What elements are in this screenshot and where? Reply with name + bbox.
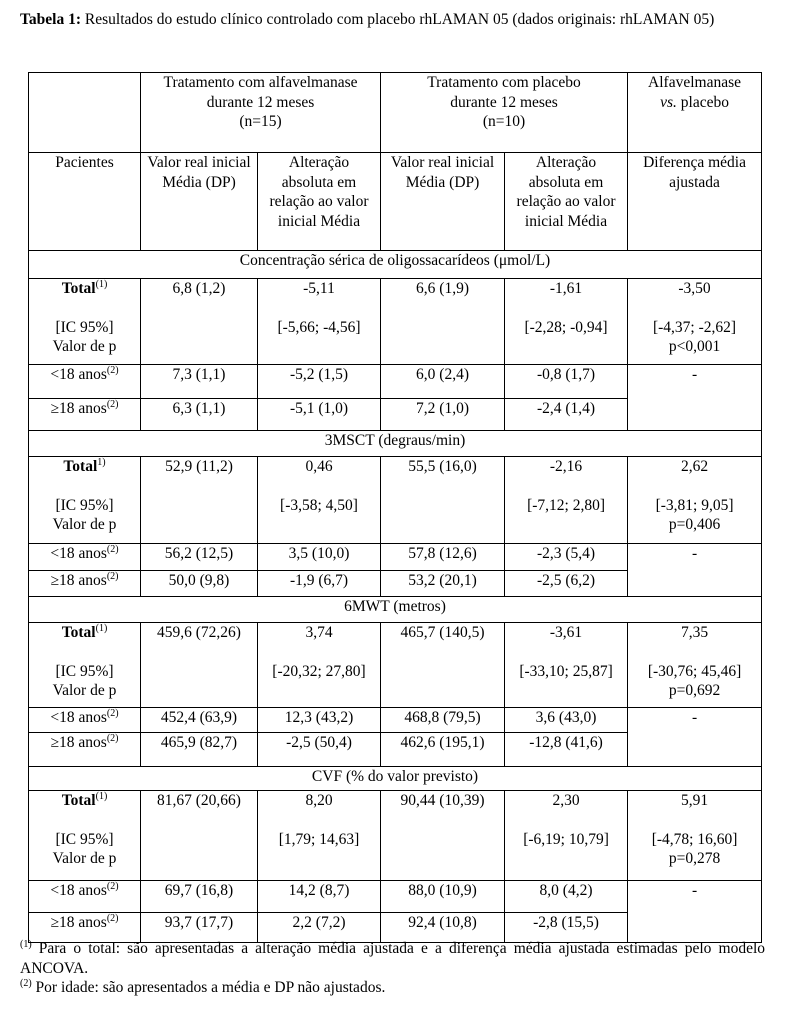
footnote-ref: (2) — [106, 570, 119, 582]
diff-value: -3,50 — [678, 280, 711, 297]
header-placebo-change: Alteração absoluta em relação ao valor inicial Média — [505, 153, 628, 251]
ci-label: [IC 95%] — [55, 318, 114, 336]
alfa-ci: [1,79; 14,63] — [278, 830, 360, 848]
under18-label: <18 anos — [50, 709, 107, 726]
header-row-2 — [29, 153, 762, 251]
under18-label: <18 anos — [50, 545, 107, 562]
total-label: Total — [61, 792, 96, 809]
placebo-baseline: 7,2 (1,0) — [381, 399, 505, 431]
placebo-baseline: 57,8 (12,6) — [381, 544, 505, 571]
alfa-baseline: 93,7 (17,7) — [141, 913, 258, 943]
section-title: Concentração sérica de oligossacarídeos (μmol/L) — [29, 251, 762, 279]
total-row — [29, 623, 762, 708]
diff-ci: [-30,76; 45,46] — [647, 662, 742, 680]
diff-value: - — [628, 708, 762, 767]
under18-label: <18 anos — [50, 882, 107, 899]
footnote-1 — [20, 939, 765, 978]
over18-label: ≥18 anos — [50, 914, 107, 931]
footnote-ref: (1) — [95, 622, 108, 634]
footnote-ref: (2) — [106, 732, 119, 744]
diff-value: 7,35 — [680, 624, 709, 641]
alfa-change: 14,2 (8,7) — [258, 881, 381, 913]
placebo-change: -1,61 — [549, 280, 583, 297]
under18-label-cell — [29, 544, 141, 571]
placebo-baseline: 90,44 (10,39) — [381, 791, 505, 881]
p-label: Valor de p — [52, 850, 117, 867]
alfa-ci: [-20,32; 27,80] — [272, 662, 366, 680]
alfa-baseline: 459,6 (72,26) — [141, 623, 258, 708]
diff-value: 2,62 — [680, 458, 709, 475]
under18-label-cell — [29, 881, 141, 913]
placebo-baseline: 53,2 (20,1) — [381, 571, 505, 597]
section-row — [29, 597, 762, 623]
header-vs-placebo-word: placebo — [680, 93, 729, 111]
diff-value: - — [628, 881, 762, 943]
placebo-change: -3,61 — [549, 624, 583, 641]
diff-ci: [-4,37; -2,62] — [652, 318, 737, 336]
footnote-ref: (2) — [106, 543, 119, 555]
alfa-baseline: 465,9 (82,7) — [141, 733, 258, 767]
ci-label: [IC 95%] — [55, 662, 114, 680]
diff-ci: [-4,78; 16,60] — [651, 830, 738, 848]
p-label: Valor de p — [52, 516, 117, 533]
total-label-cell — [29, 791, 141, 881]
diff-cell — [628, 279, 762, 365]
placebo-baseline: 468,8 (79,5) — [381, 708, 505, 733]
placebo-ci: [-7,12; 2,80] — [527, 496, 605, 514]
header-alfa-n: (n=15) — [239, 113, 282, 130]
footnote-2 — [20, 978, 765, 998]
header-row-1 — [29, 73, 762, 153]
ci-label: [IC 95%] — [55, 830, 114, 848]
placebo-change: 8,0 (4,2) — [505, 881, 628, 913]
diff-cell — [628, 457, 762, 544]
over18-label: ≥18 anos — [50, 400, 107, 417]
header-placebo-n: (n=10) — [482, 113, 526, 130]
alfa-baseline: 50,0 (9,8) — [141, 571, 258, 597]
section-title: 3MSCT (degraus/min) — [29, 431, 762, 457]
placebo-change: 2,30 — [552, 792, 580, 809]
under18-label-cell — [29, 708, 141, 733]
placebo-change: -2,3 (5,4) — [505, 544, 628, 571]
over18-label-cell — [29, 571, 141, 597]
header-vs-em: vs. — [660, 93, 677, 111]
header-patients: Pacientes — [29, 153, 141, 251]
alfa-change: 2,2 (7,2) — [258, 913, 381, 943]
under18-label-cell — [29, 365, 141, 399]
header-vs-placebo — [628, 73, 762, 153]
over18-label: ≥18 anos — [50, 572, 107, 589]
placebo-change: -0,8 (1,7) — [505, 365, 628, 399]
alfa-change-cell — [258, 279, 381, 365]
alfa-change: 8,20 — [305, 792, 333, 809]
diff-value: - — [628, 365, 762, 431]
alfa-change: -5,11 — [303, 280, 335, 297]
under18-row — [29, 708, 762, 733]
alfa-change-cell — [258, 791, 381, 881]
alfa-baseline: 69,7 (16,8) — [141, 881, 258, 913]
placebo-change-cell — [505, 791, 628, 881]
placebo-change-cell — [505, 623, 628, 708]
diff-value: 5,91 — [680, 792, 709, 809]
placebo-change: -2,8 (15,5) — [505, 913, 628, 943]
header-placebo-text: Tratamento com placebo durante 12 meses — [427, 74, 581, 111]
alfa-change: -2,5 (50,4) — [258, 733, 381, 767]
total-label-cell — [29, 457, 141, 544]
placebo-change: -2,4 (1,4) — [505, 399, 628, 431]
total-row — [29, 791, 762, 881]
footnote-ref: (1) — [95, 790, 108, 802]
alfa-ci: [-3,58; 4,50] — [280, 496, 358, 514]
header-alfa-text: Tratamento com alfavelmanase durante 12 meses — [163, 74, 358, 111]
header-alfa-change: Alteração absoluta em relação ao valor inicial Média — [258, 153, 381, 251]
placebo-baseline: 92,4 (10,8) — [381, 913, 505, 943]
header-placebo-baseline: Valor real inicial Média (DP) — [381, 153, 505, 251]
header-alfavelmanase — [141, 73, 381, 153]
under18-row — [29, 365, 762, 399]
caption-label: Tabela 1: — [20, 11, 82, 28]
table-caption — [20, 10, 765, 30]
alfa-baseline: 6,3 (1,1) — [141, 399, 258, 431]
alfa-baseline: 81,67 (20,66) — [141, 791, 258, 881]
placebo-change: -12,8 (41,6) — [505, 733, 628, 767]
under18-label: <18 anos — [50, 366, 107, 383]
placebo-baseline: 88,0 (10,9) — [381, 881, 505, 913]
diff-p: p=0,406 — [668, 516, 721, 533]
total-row — [29, 279, 762, 365]
section-row — [29, 767, 762, 791]
over18-label: ≥18 anos — [50, 734, 107, 751]
placebo-change-cell — [505, 279, 628, 365]
total-label-cell — [29, 279, 141, 365]
header-diff: Diferença média ajustada — [628, 153, 762, 251]
total-label: Total — [63, 458, 98, 475]
diff-value: - — [628, 544, 762, 597]
placebo-ci: [-2,28; -0,94] — [524, 318, 608, 336]
total-label-cell — [29, 623, 141, 708]
alfa-baseline: 7,3 (1,1) — [141, 365, 258, 399]
over18-label-cell — [29, 913, 141, 943]
section-row — [29, 431, 762, 457]
diff-p: p=0,692 — [668, 682, 721, 699]
footnotes — [20, 939, 765, 998]
alfa-baseline: 56,2 (12,5) — [141, 544, 258, 571]
header-alfa-baseline: Valor real inicial Média (DP) — [141, 153, 258, 251]
total-label: Total — [61, 280, 96, 297]
p-label: Valor de p — [52, 338, 117, 355]
footnote-ref: (2) — [106, 398, 119, 410]
header-placebo — [381, 73, 628, 153]
header-vs-line2 — [634, 93, 755, 113]
section-title: CVF (% do valor previsto) — [29, 767, 762, 791]
under18-row — [29, 881, 762, 913]
footnote-ref: (2) — [106, 912, 119, 924]
alfa-change-cell — [258, 457, 381, 544]
alfa-change: -5,1 (1,0) — [258, 399, 381, 431]
diff-cell — [628, 623, 762, 708]
placebo-ci: [-33,10; 25,87] — [519, 662, 613, 680]
footnote-ref: (2) — [106, 880, 119, 892]
diff-ci: [-3,81; 9,05] — [655, 496, 734, 514]
placebo-change: 3,6 (43,0) — [505, 708, 628, 733]
alfa-change: 12,3 (43,2) — [258, 708, 381, 733]
alfa-change-cell — [258, 623, 381, 708]
placebo-baseline: 55,5 (16,0) — [381, 457, 505, 544]
diff-cell — [628, 791, 762, 881]
alfa-change: -1,9 (6,7) — [258, 571, 381, 597]
alfa-change: 0,46 — [305, 458, 333, 475]
alfa-change: 3,74 — [305, 624, 333, 641]
placebo-baseline: 6,0 (2,4) — [381, 365, 505, 399]
alfa-baseline: 452,4 (63,9) — [141, 708, 258, 733]
footnote-ref: (2) — [106, 364, 119, 376]
total-row — [29, 457, 762, 544]
p-label: Valor de p — [52, 682, 117, 699]
placebo-baseline: 465,7 (140,5) — [381, 623, 505, 708]
placebo-ci: [-6,19; 10,79] — [523, 830, 609, 848]
under18-row — [29, 544, 762, 571]
caption-text: Resultados do estudo clínico controlado com placebo rhLAMAN 05 (dados originais: rhLAMAN 05) — [84, 11, 715, 28]
placebo-change: -2,16 — [549, 458, 583, 475]
placebo-change-cell — [505, 457, 628, 544]
alfa-ci: [-5,66; -4,56] — [277, 318, 361, 336]
footnote-1-mark: (1) — [20, 938, 32, 950]
section-row — [29, 251, 762, 279]
footnote-2-mark: (2) — [20, 977, 32, 989]
diff-p: p<0,001 — [668, 338, 721, 355]
footnote-ref: 1) — [97, 456, 106, 468]
diff-p: p=0,278 — [668, 850, 721, 867]
alfa-change: 3,5 (10,0) — [258, 544, 381, 571]
alfa-baseline: 52,9 (11,2) — [141, 457, 258, 544]
footnote-2-text: Por idade: são apresentados a média e DP não ajustados. — [35, 979, 386, 996]
placebo-baseline: 462,6 (195,1) — [381, 733, 505, 767]
footnote-1-text: Para o total: são apresentadas a alteração média ajustada e a diferença média ajustada estimadas pelo modelo ANCOVA. — [20, 940, 766, 977]
alfa-baseline: 6,8 (1,2) — [141, 279, 258, 365]
section-title: 6MWT (metros) — [29, 597, 762, 623]
footnote-ref: (2) — [106, 707, 119, 719]
ci-label: [IC 95%] — [55, 496, 114, 514]
placebo-baseline: 6,6 (1,9) — [381, 279, 505, 365]
placebo-change: -2,5 (6,2) — [505, 571, 628, 597]
alfa-change: -5,2 (1,5) — [258, 365, 381, 399]
footnote-ref: (1) — [95, 278, 108, 290]
header-vs-line1: Alfavelmanase — [648, 74, 742, 91]
header-empty-cell — [29, 73, 141, 153]
total-label: Total — [61, 624, 96, 641]
over18-label-cell — [29, 733, 141, 767]
over18-label-cell — [29, 399, 141, 431]
results-table — [28, 72, 762, 943]
